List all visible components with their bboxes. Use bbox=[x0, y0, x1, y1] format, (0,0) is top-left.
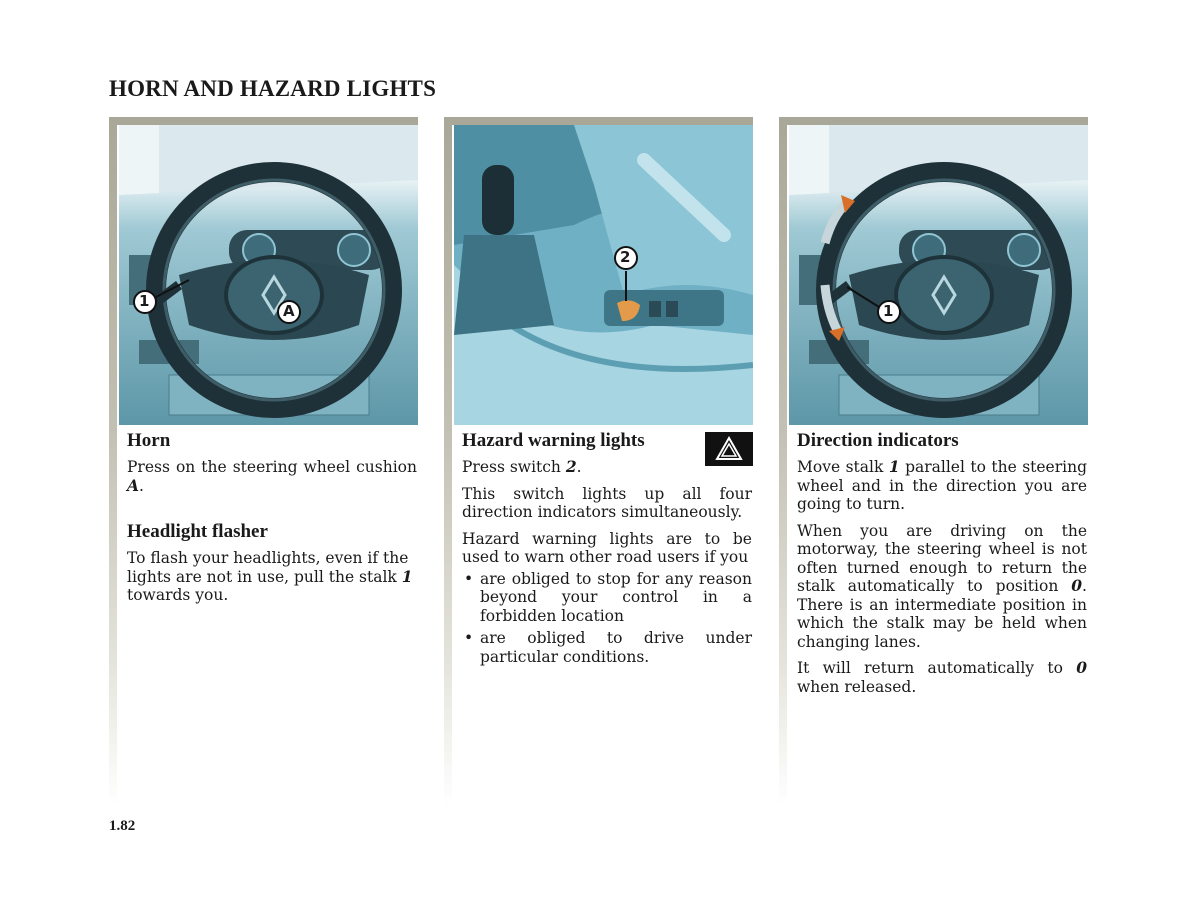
indicators-heading: Direction indicators bbox=[797, 430, 959, 451]
callout-1-label: 1 bbox=[883, 302, 894, 320]
horn-text: Press on the steering wheel cushion A. bbox=[127, 458, 417, 495]
center-console-photo bbox=[454, 125, 753, 425]
column-frame-left bbox=[444, 117, 452, 807]
column-hazard bbox=[444, 117, 753, 807]
indicators-text-3: It will return automatically to 0 when released. bbox=[797, 658, 1087, 696]
hazard-body bbox=[462, 458, 752, 670]
horn-heading: Horn bbox=[127, 430, 171, 451]
page-title: HORN AND HAZARD LIGHTS bbox=[109, 76, 437, 101]
column-frame-top bbox=[444, 117, 753, 125]
list-item: • are obliged to stop for any reason beyond your control in a forbidden location bbox=[464, 569, 752, 625]
list-item: • are obliged to drive under particular conditions. bbox=[464, 629, 752, 666]
callout-1-label: 1 bbox=[139, 292, 150, 310]
indicators-text-1: Move stalk 1 parallel to the steering wheel and in the direction you are going to turn. bbox=[797, 457, 1087, 513]
column-frame-left bbox=[109, 117, 117, 807]
hazard-text-3: Hazard warning lights are to be used to warn other road users if you bbox=[462, 529, 752, 566]
column-frame-left bbox=[779, 117, 787, 807]
hazard-text-1: Press switch 2. bbox=[462, 457, 582, 476]
hazard-text-2: This switch lights up all four direction indicators simultaneously. bbox=[462, 484, 752, 521]
hazard-heading: Hazard warning lights bbox=[462, 430, 645, 451]
flasher-heading: Headlight flasher bbox=[127, 521, 268, 542]
flasher-text: To flash your headlights, even if the lights are not in use, pull the stalk 1 towards you. bbox=[127, 549, 413, 604]
indicators-text-2: When you are driving on the motorway, the steering wheel is not often turned enough to return the stalk automatically to position 0. There is an intermediate position in which the stalk may be held when changing lanes. bbox=[797, 521, 1087, 651]
column-horn bbox=[109, 117, 418, 807]
hazard-section bbox=[462, 430, 712, 458]
column-indicators bbox=[779, 117, 1088, 807]
page-number: 1.82 bbox=[109, 818, 136, 834]
column-frame-top bbox=[779, 117, 1088, 125]
indicators-section bbox=[797, 430, 1087, 704]
steering-wheel-photo bbox=[119, 125, 418, 425]
callout-a-label: A bbox=[283, 302, 295, 320]
horn-section bbox=[127, 430, 417, 613]
callout-2-label: 2 bbox=[620, 248, 631, 266]
hazard-bullet-list bbox=[462, 570, 752, 667]
column-frame-top bbox=[109, 117, 418, 125]
indicator-stalk-photo bbox=[789, 125, 1088, 425]
